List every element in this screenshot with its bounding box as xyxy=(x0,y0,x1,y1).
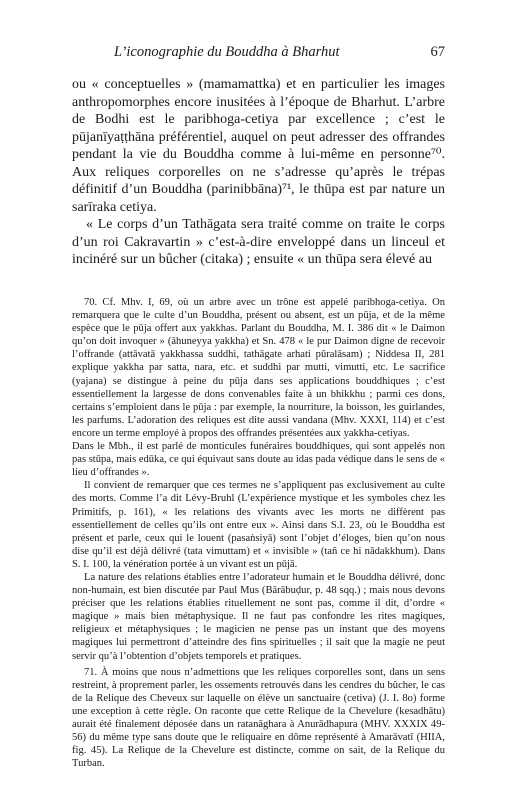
body-paragraph: ou « conceptuelles » (mamamattka) et en particulier les images anthropomorphes encore inusitées à l’époque de Bharhut. L’arbre de Bodhi est le paribhoga-cetiya par excellence ; c’est le pūjanīyaṭṭhāna préférentiel, auquel on peut adresser des offrandes pendant la vie du Bouddha comme à lui-même en personne⁷⁰. Aux reliques corporelles on ne s’adresse qu’après le trépas définitif d’un Bouddha (parinibbāna)⁷¹, le thūpa est par nature un sarīraka cetiya. xyxy=(72,77,445,215)
footnotes xyxy=(72,296,445,770)
footnote-70-continued: Il convient de remarquer que ces termes ne s’appliquent pas exclusivement au culte des morts. Comme l’a dit Lévy-Bruhl (L’expérience mystique et les symboles chez les Primitifs, p. 161), « les relations des vivants avec les morts ne diffèrent pas essentiellement de celles qu’ils ont entre eux ». Ainsi dans S.I. 23, où le Bouddha est présent et parle, ceux qui le louent (pasaṅsiyā) sont l’objet d’éloges, bien qu’on nous dise qu’il est déjà délivré (tata vimuttam) et « invisible » (tañ ce hi nādakkhum). Dans S. I. 100, la vénération portée à un vivant est un pūjā. xyxy=(72,480,445,570)
footnote-70-continued: La nature des relations établies entre l’adorateur humain et le Bouddha délivré, donc non-humain, est bien discutée par Paul Mus (Bārābuḍur, p. 48 sqq.) ; mais nous devons préciser que les relations établies rituellement ne sont pas, comme il dit, d’ordre « magique » mais bien métaphysique. Il ne faut pas confondre les rites magiques, religieux et métaphysiques ; le magicien ne pense pas un instant que des moyens magiques lui permettront d’atteindre des fins spirituelles ; il sait que la magie ne peut servir qu’à l’obtention d’objets temporels et pratiques. xyxy=(72,571,445,662)
page-number: 67 xyxy=(430,44,445,60)
footnote-70: 70. Cf. Mhv. I, 69, où un arbre avec un trône est appelé paribhoga-cetiya. On remarquera que le culte d’un Bouddha, présent ou absent, est un pūja, et de la même espèce que le pūja offert aux yakkhas. Parlant du Bouddha, M. I. 386 dit « le Daimon qu’on doit invoquer » (āhuneyya yakkha) et Sn. 478 « le pur Daimon digne de recevoir l’offrande (attāvatā yakkhassa suddhi, tathāgate arhati pūralāsam) ; Niddesa II, 281 explique yakkha par satta, nara, etc. et suddhi par mutti, vimutti, etc. Le sacrifice (yajana) se distingue à peine du pūja dans ses applications bouddhiques ; c’est essentiellement la largesse de dons convenables faite à un bhikkhu ; parmi ces dons, certains s’emploient dans le pūja : par exemple, la nourriture, la boisson, les guirlandes, les parfums. L’adoration des reliques est dite aussi vandana (Mhv. XXXI, 114) et c’est encore un terme employé à propos des offrandes présentées aux yakkha-cetiyas. xyxy=(72,297,445,439)
main-text xyxy=(72,76,445,269)
footnote-70-continued: Dans le Mbh., il est parlé de monticules funéraires bouddhiques, qui sont appelés non pas stūpa, mais edūka, ce qui équivaut sans doute au idas pada védique dans le sens de « lieu d’offrandes ». xyxy=(72,441,445,479)
footnote-71: 71. À moins que nous n’admettions que les reliques corporelles sont, dans un sens restreint, à proprement parler, les ossements retrouvés dans les cendres du bûcher, le cas de la Relique des Cheveux sur laquelle on élève un sanctuaire (cetiva) (J. I. 8o) forme une exception à cette règle. On raconte que cette Relique de la Chevelure (kesadhātu) aurait été finalement déposée dans un ratanāghara à Anurādhapura (MHV. XXXIX 49-56) du même type sans doute que le reliquaire en dôme représenté à Amarāvatī (HIIA, fig. 45). La Relique de la Chevelure est distincte, comme on sait, de la Relique du Turban. xyxy=(72,666,445,770)
page-header xyxy=(72,44,445,64)
body-paragraph: « Le corps d’un Tathāgata sera traité comme on traite le corps d’un roi Cakravartin » c’est-à-dire enveloppé dans un linceul et incinéré sur un bûcher (citaka) ; ensuite « un thūpa sera élevé au xyxy=(72,217,445,267)
running-title: L’iconographie du Bouddha à Bharhut xyxy=(114,44,340,60)
